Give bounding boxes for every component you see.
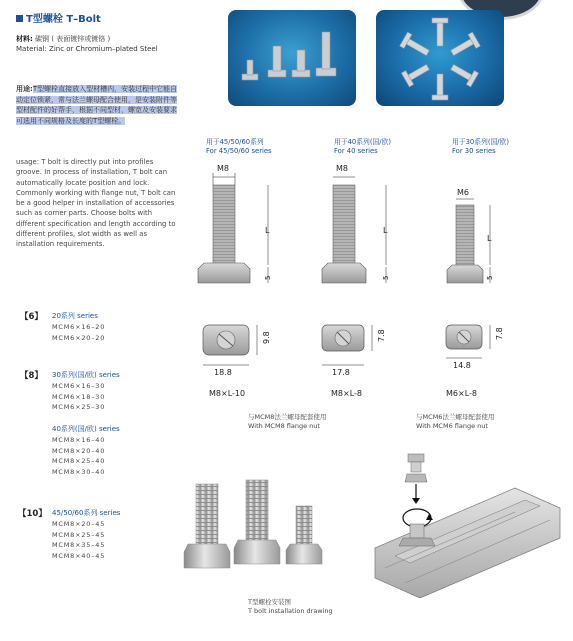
drawing3-note-en: With MCM6 flange nut <box>416 422 488 430</box>
drawing2-series-en: For 40 series <box>334 147 378 155</box>
drawing2-series-zh: 用于40系列(国/欧) <box>334 138 392 146</box>
drawing2-height: 7.8 <box>377 329 386 342</box>
page-title <box>16 10 101 25</box>
list-item: MCM8×16–40 <box>52 436 106 444</box>
usage-text-en: usage: T bolt is directly put into profiles groove. In process of installation, T bolt can automatically locate position and lock. Commonly working with flange nut, T bolt can be a good helper in installation of accessories such as corner parts. Choose bolts with different specification and length according to different profiles, slot width as well as installation requirements. <box>16 158 176 249</box>
group-8-tag: 【8】 <box>20 371 43 381</box>
title-zh: T型螺栓 <box>26 14 63 25</box>
tbolt-drawings <box>190 155 540 405</box>
drawing2-note-en: With MCM8 flange nut <box>248 422 320 430</box>
product-photo-bolts-circle <box>376 10 504 106</box>
list-item: MCM8×30–40 <box>52 467 106 476</box>
drawing2-caption: M8×L-8 <box>331 389 362 398</box>
tbolt-3d-illustration <box>182 478 327 578</box>
drawing3-note <box>416 413 494 431</box>
group-10-list <box>52 519 105 561</box>
usage-label: 用途: <box>16 85 33 93</box>
bolt-large <box>196 484 218 546</box>
group-6-tag: 【6】 <box>20 312 43 322</box>
list-item: MCM8×40–45 <box>52 551 106 560</box>
drawing1-side-view <box>198 164 272 283</box>
drawing3-caption: M6×L-8 <box>446 389 477 398</box>
group-10-tag: 【10】 <box>18 509 47 519</box>
material-en: Material: Zinc or Chromium–plated Steel <box>16 45 158 53</box>
group-10-series-label: 45/50/60系列 series <box>52 509 121 517</box>
install-caption-zh: T型螺栓安装图 <box>248 598 291 606</box>
install-caption <box>248 598 333 616</box>
usage-text-zh: T型螺栓直接放入型材槽内，安装过程中它能自动定位锁紧，常与法兰螺母配合使用，是安装附件等型材配件的好帮手，根据不同型材，螺宽及安装要求可选用不同规格及长度的T型螺栓。 <box>16 85 178 125</box>
drawing1-width: 18.8 <box>214 368 232 377</box>
list-item: MCM6×16–30 <box>52 382 106 390</box>
title-en: T–Bolt <box>66 14 101 25</box>
drawing1-caption: M8×L-10 <box>209 389 246 398</box>
drawing3-len: L <box>487 234 492 243</box>
drawing1-top-view <box>203 325 271 377</box>
drawing2-top-view <box>322 325 386 377</box>
drawing1-thread: M8 <box>217 164 229 173</box>
group-6-series-label: 20系列 series <box>52 312 98 320</box>
list-item: MCM8×20–45 <box>52 520 106 528</box>
bolts-circle-illustration <box>376 10 504 106</box>
drawing3-top-view <box>446 325 504 370</box>
list-item: MCM8×25–45 <box>52 530 106 539</box>
drawing1-series-en: For 45/50/60 series <box>206 147 272 155</box>
drawing3-note-zh: 与MCM6法兰螺母配套使用 <box>416 413 495 421</box>
install-drawing <box>365 448 565 598</box>
drawing3-series-label <box>452 138 509 156</box>
material-label: 材料: <box>16 35 33 43</box>
drawing3-width: 14.8 <box>453 361 471 370</box>
group-8-series-label-40: 40系列(国/欧) series <box>52 425 120 433</box>
list-item: MCM8×20–40 <box>52 446 106 455</box>
drawing1-head: 5 <box>264 275 272 280</box>
drawing2-series-label <box>334 138 391 156</box>
list-item: MCM8×35–45 <box>52 541 106 550</box>
drawing2-side-view <box>322 164 390 283</box>
group-6-list <box>52 322 105 343</box>
bolt-medium <box>246 480 268 542</box>
tbolt-in-slot <box>399 538 435 546</box>
drawing2-note-zh: 与MCM8法兰螺母配套使用 <box>248 413 327 421</box>
drawing3-side-view <box>447 188 494 283</box>
drawing1-height: 9.8 <box>262 331 271 344</box>
install-caption-en: T bolt installation drawing <box>248 607 333 615</box>
flange-nut <box>408 454 424 462</box>
title-square-icon <box>16 15 23 22</box>
drawing3-head: 5 <box>486 275 494 280</box>
material-block <box>16 34 176 54</box>
material-zh: 碳钢 ( 表面镀锌或镀铬 ) <box>35 35 111 43</box>
list-item: MCM6×16–20 <box>52 323 106 331</box>
list-item: MCM6×25–30 <box>52 403 106 412</box>
drawing2-head: 5 <box>382 275 390 280</box>
drawing1-series-label <box>206 138 272 156</box>
drawing2-note <box>248 413 326 431</box>
group-8-series-label-30: 30系列(国/欧) series <box>52 371 120 379</box>
bolt-small <box>296 506 312 546</box>
bolts-standing-illustration <box>228 10 356 106</box>
group-8-list-30 <box>52 381 105 413</box>
list-item: MCM8×25–40 <box>52 457 106 466</box>
drawing3-height: 7.8 <box>495 327 504 340</box>
drawing2-width: 17.8 <box>332 368 350 377</box>
drawing3-series-zh: 用于30系列(国/欧) <box>452 138 510 146</box>
product-photo-bolts-standing <box>228 10 356 106</box>
drawing3-thread: M6 <box>457 188 469 197</box>
list-item: MCM6×20–20 <box>52 333 106 342</box>
usage-block <box>16 84 178 126</box>
drawing1-len: L <box>265 226 270 235</box>
drawing1-series-zh: 用于45/50/60系列 <box>206 138 264 146</box>
drawing2-len: L <box>383 226 388 235</box>
list-item: MCM6×18–30 <box>52 392 106 401</box>
group-8-list-40 <box>52 435 105 477</box>
drawing3-series-en: For 30 series <box>452 147 496 155</box>
drawing2-thread: M8 <box>336 164 348 173</box>
